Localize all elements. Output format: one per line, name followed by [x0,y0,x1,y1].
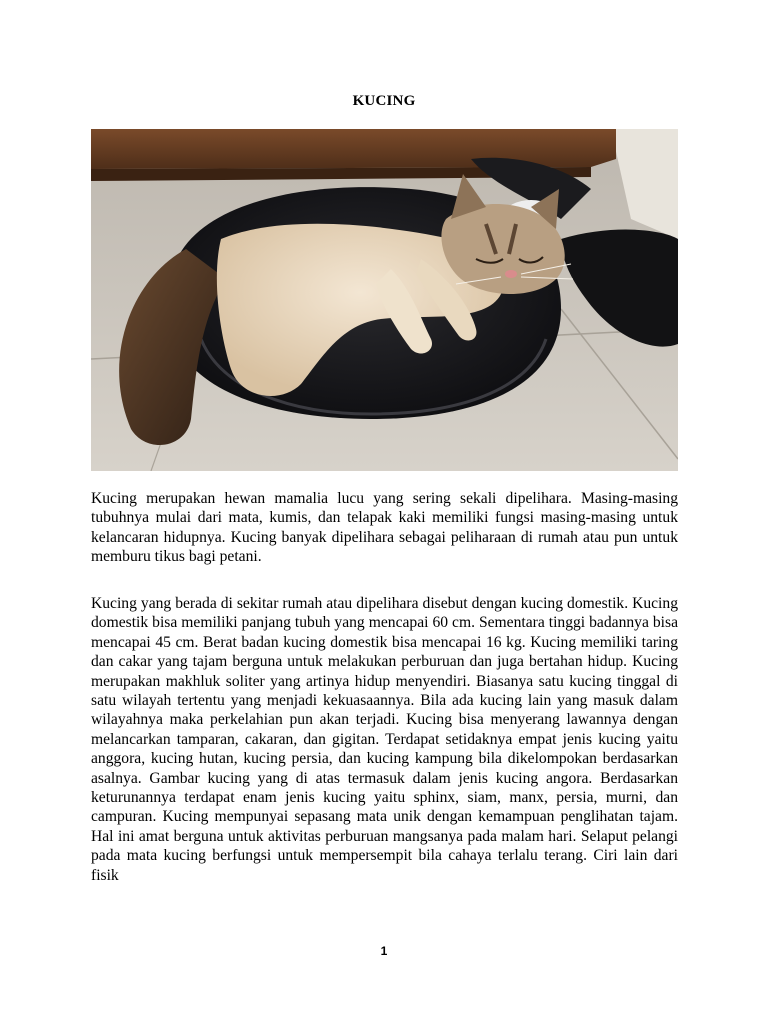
cat-photo-icon [91,129,678,471]
paragraph-domestic-cat: Kucing yang berada di sekitar rumah atau dipelihara disebut dengan kucing domestik. Kucing domestik bisa memiliki panjang tubuh yang mencapai 60 cm. Sementara tinggi badannya bisa mencapai 45 cm. Berat badan kucing domestik bisa mencapai 16 kg. Kucing memiliki taring dan cakar yang tajam berguna untuk melakukan perburuan dan juga bertahan hidup. Kucing merupakan makhluk soliter yang artinya hidup menyendiri. Biasanya satu kucing tinggal di satu wilayah tertentu yang menjadi kekuasaannya. Bila ada kucing lain yang masuk dalam wilayahnya maka perkelahian pun akan terjadi. Kucing bisa menyerang lawannya dengan melancarkan tamparan, cakaran, dan gigitan. Terdapat setidaknya empat jenis kucing yaitu anggora, kucing hutan, kucing persia, dan kucing kampung bila dikelompokan berdasarkan asalnya. Gambar kucing yang di atas termasuk dalam jenis kucing angora. Berdasarkan keturunannya terdapat enam jenis kucing yaitu sphinx, siam, manx, persia, murni, dan campuran. Kucing mempunyai sepasang mata unik dengan kemampuan penglihatan tajam. Hal ini amat berguna untuk aktivitas perburuan mangsanya pada malam hari. Selaput pelangi pada mata kucing berfungsi untuk mempersempit bila cahaya terlalu terang. Ciri lain dari fisik [91,595,678,884]
page-number: 1 [380,944,388,958]
paragraph-intro: Kucing merupakan hewan mamalia lucu yang sering sekali dipelihara. Masing-masing tubuhnya mulai dari mata, kumis, dan telapak kaki memiliki fungsi masing-masing untuk kelancaran hidupnya. Kucing banyak dipelihara sebagai peliharaan di rumah atau pun untuk memburu tikus bagi petani. [91,490,678,566]
cat-photo [91,129,678,471]
page-title: KUCING [352,93,416,109]
